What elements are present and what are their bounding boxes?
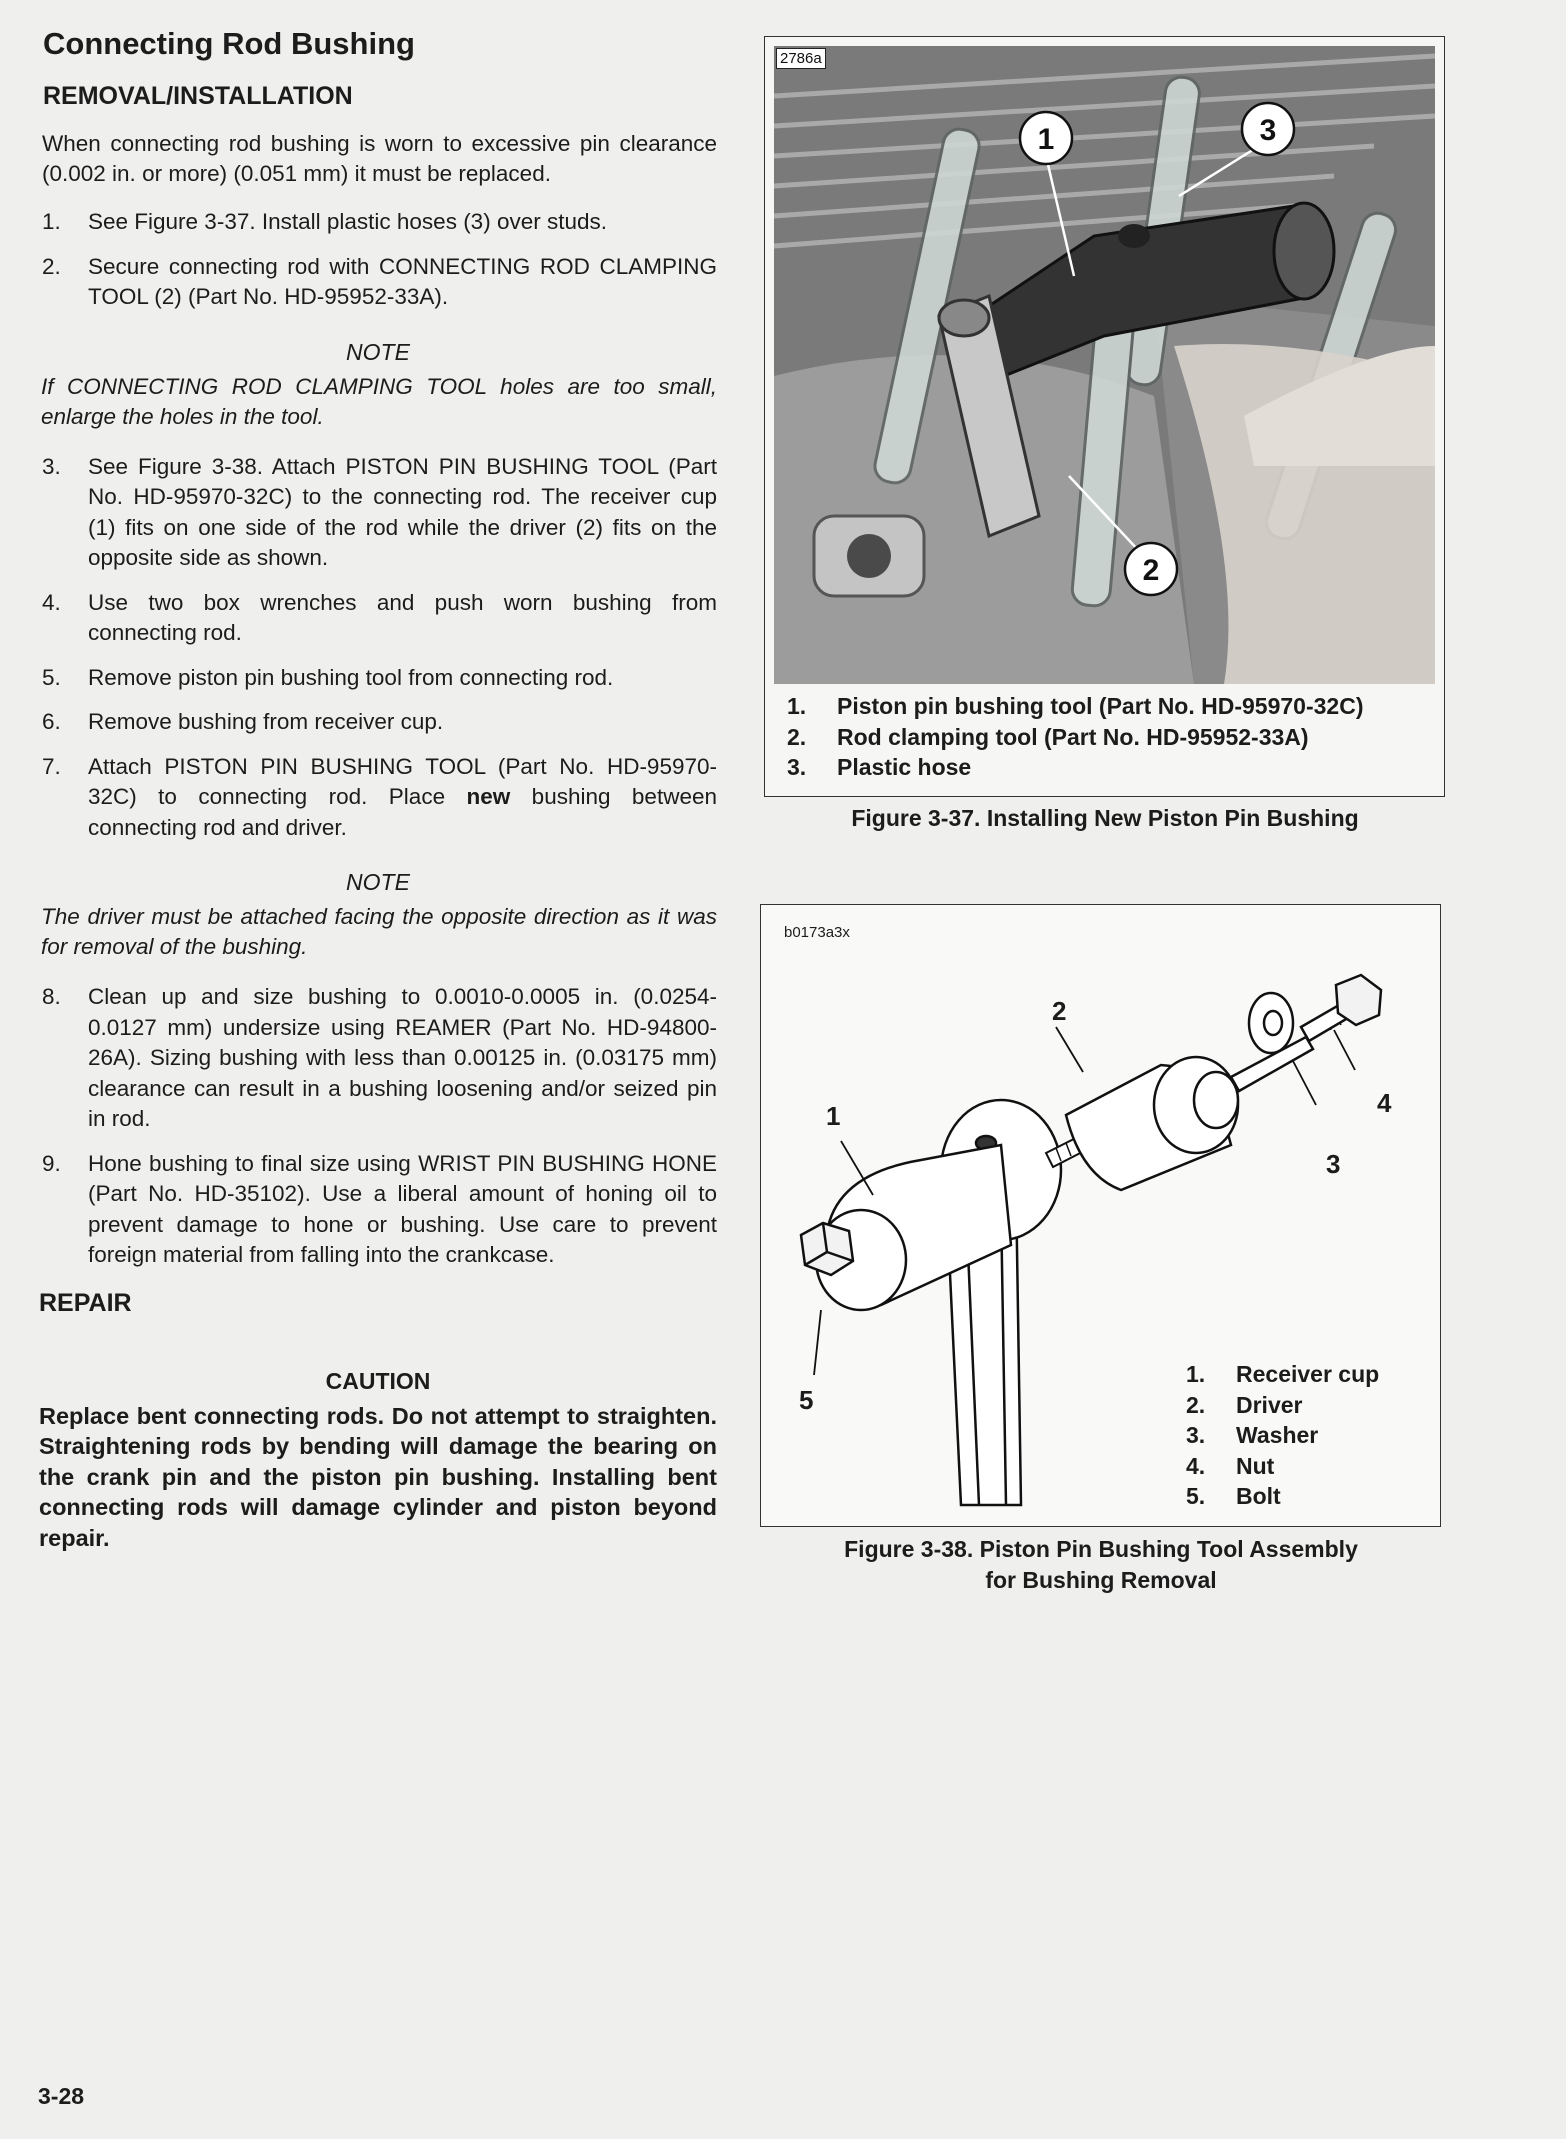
legend-text: Washer <box>1236 1422 1319 1448</box>
step-number: 2. <box>42 253 61 279</box>
figure-photo <box>774 46 1435 684</box>
step-item <box>42 982 717 1135</box>
note-text: The driver must be attached facing the opposite direction as it was for removal of the bushing. <box>41 904 717 959</box>
step-text-part: bushing between connecting rod and driver. <box>88 784 717 840</box>
legend-number: 2. <box>787 723 807 750</box>
callout-4: 4 <box>1377 1088 1392 1118</box>
step-item <box>42 707 717 738</box>
legend-item <box>1186 1420 1379 1451</box>
legend-text: Plastic hose <box>837 754 972 780</box>
step-text: Remove bushing from receiver cup. <box>88 709 444 734</box>
page-title: Connecting Rod Bushing <box>43 26 415 61</box>
legend-text: Driver <box>1236 1391 1303 1418</box>
figure-caption-line: for Bushing Removal <box>985 1566 1217 1593</box>
step-item <box>42 452 717 574</box>
legend-text: Nut <box>1236 1452 1275 1479</box>
legend-text: Bolt <box>1236 1483 1281 1509</box>
legend-number: 2. <box>1186 1391 1206 1418</box>
step-item <box>42 1149 717 1271</box>
legend-text: Rod clamping tool (Part No. HD-95952-33A) <box>837 723 1309 750</box>
step-item <box>42 588 717 649</box>
legend-item <box>1186 1390 1379 1421</box>
legend-text: Receiver cup <box>1236 1361 1380 1387</box>
step-text: Remove piston pin bushing tool from connecting rod. <box>88 664 614 690</box>
figure-3-38 <box>760 904 1441 1527</box>
figure-caption-line: Figure 3-38. Piston Pin Bushing Tool Assembly <box>844 1536 1358 1562</box>
step-number: 4. <box>42 589 61 615</box>
callout-2: 2 <box>1052 996 1067 1026</box>
step-text: Clean up and size bushing to 0.0010-0.0005 in. (0.0254-0.0127 mm) undersize using REAMER (Part No. HD-94800-26A). Sizing bushing with less than 0.00125 in. (0.03175 mm) clearance can result in a bushing loosening and/or seized pin in rod. <box>88 984 717 1131</box>
step-item <box>42 752 717 844</box>
step-text-part: Attach PISTON PIN BUSHING TOOL (Part No. HD-95970-32C) to connecting rod. Place <box>88 753 717 809</box>
step-text-bold: new <box>466 784 511 809</box>
figure-3-37 <box>764 36 1445 797</box>
step-text: See Figure 3-38. Attach PISTON PIN BUSHING TOOL (Part No. HD-95970-32C) to the connecting rod. The receiver cup (1) fits on one side of the rod while the driver (2) fits on the opposite side as shown. <box>88 453 717 570</box>
legend-number: 5. <box>1186 1483 1206 1509</box>
callout-2: 2 <box>1142 554 1160 587</box>
figure-caption <box>760 1534 1442 1595</box>
caution-title: CAUTION <box>325 1367 431 1394</box>
legend-item <box>1186 1359 1379 1390</box>
legend-number: 3. <box>1186 1422 1206 1448</box>
legend-text: Piston pin bushing tool (Part No. HD-95970-32C) <box>837 693 1364 719</box>
figure-legend <box>787 691 1363 783</box>
step-text: Use two box wrenches and push worn bushing from connecting rod. <box>88 589 717 645</box>
note-title: NOTE <box>346 338 410 365</box>
intro-paragraph: When connecting rod bushing is worn to excessive pin clearance (0.002 in. or more) (0.051 mm) it must be replaced. <box>42 131 717 186</box>
callout-3: 3 <box>1326 1149 1341 1179</box>
step-number: 3. <box>42 453 61 479</box>
note-title: NOTE <box>346 869 410 895</box>
figure-caption: Figure 3-37. Installing New Piston Pin Bushing <box>851 805 1359 831</box>
legend-item <box>1186 1481 1379 1512</box>
step-number: 9. <box>42 1150 61 1176</box>
step-number: 6. <box>42 709 61 734</box>
legend-number: 1. <box>1186 1361 1206 1387</box>
legend-number: 1. <box>787 693 807 719</box>
step-text: Hone bushing to final size using WRIST PIN BUSHING HONE (Part No. HD-35102). Use a liberal amount of honing oil to prevent damage to hone or bushing. Use care to prevent foreign material from falling into the crankcase. <box>88 1150 717 1267</box>
legend-item <box>787 722 1363 753</box>
caution-text: Replace bent connecting rods. Do not attempt to straighten. Straightening rods by bending will damage the bearing on the crank pin and the piston pin bushing. Installing bent connecting rods will damage cylinder and piston beyond repair. <box>39 1402 717 1551</box>
step-number: 5. <box>42 664 61 690</box>
step-item <box>42 207 717 238</box>
figure-tag: b0173a3x <box>784 924 850 941</box>
note-text: If CONNECTING ROD CLAMPING TOOL holes are too small, enlarge the holes in the tool. <box>41 373 717 429</box>
callout-1: 1 <box>1037 123 1055 156</box>
legend-number: 4. <box>1186 1452 1206 1479</box>
section-heading-removal: REMOVAL/INSTALLATION <box>43 82 353 110</box>
legend-item <box>1186 1451 1379 1482</box>
step-number: 1. <box>42 209 61 234</box>
step-item <box>42 252 717 313</box>
legend-item <box>787 691 1363 722</box>
legend-number: 3. <box>787 754 807 780</box>
step-text: See Figure 3-37. Install plastic hoses (3) over studs. <box>88 209 607 234</box>
callout-3: 3 <box>1259 114 1277 147</box>
page-number: 3-28 <box>38 2083 85 2109</box>
step-number: 7. <box>42 753 61 779</box>
step-item <box>42 663 717 694</box>
step-text <box>88 752 717 844</box>
figure-tag: 2786a <box>776 48 826 69</box>
engine-photo-illustration <box>774 46 1435 684</box>
step-text: Secure connecting rod with CONNECTING ROD CLAMPING TOOL (2) (Part No. HD-95952-33A). <box>88 253 717 309</box>
callout-5: 5 <box>799 1385 814 1415</box>
figure-legend <box>1186 1359 1379 1512</box>
callout-1: 1 <box>826 1101 841 1131</box>
step-number: 8. <box>42 984 61 1009</box>
text-column <box>39 26 717 1553</box>
legend-item <box>787 752 1363 783</box>
section-heading-repair: REPAIR <box>39 1288 132 1317</box>
